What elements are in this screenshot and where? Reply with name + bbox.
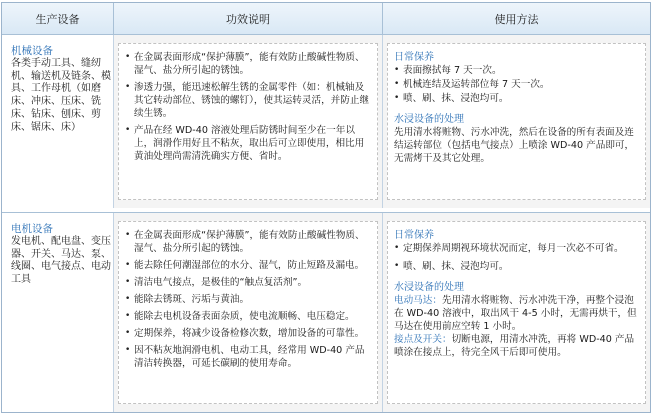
daily-maintenance-title: 日常保养 <box>394 230 434 241</box>
header-effects: 功效说明 <box>114 3 383 34</box>
effect-item: • 能除去电机设备表面杂质，使电流顺畅、电压稳定。 <box>125 310 371 323</box>
effect-item: • 在金属表面形成“保护薄膜”，能有效防止酸碱性物质、湿气、盐分所引起的锈蚀。 <box>125 51 371 77</box>
effects-list <box>125 51 371 163</box>
header-usage: 使用方法 <box>383 3 650 34</box>
switch-label: 接点及开关： <box>394 334 452 345</box>
category-desc: 发电机、配电盘、变压器、开关、马达、泵、线圈、电气接点、电动工具 <box>11 236 111 286</box>
motor-label: 电动马达： <box>394 295 442 306</box>
motor-instruction <box>394 294 639 333</box>
effects-box <box>118 43 378 200</box>
header-equipment: 生产设备 <box>2 3 114 34</box>
daily-maintenance-list <box>394 64 639 105</box>
usage-cell <box>383 213 650 412</box>
daily-item: • 喷、刷、抹、浸泡均可。 <box>394 92 639 105</box>
water-treatment-title: 水浸设备的处理 <box>394 282 464 293</box>
category-cell <box>2 213 114 412</box>
category-title: 机械设备 <box>11 45 53 57</box>
motor-text: 先用清水将赃物、污水冲洗干净，再整个浸泡在 WD-40 溶液中，取出风干 4-5 小时，无需再烘干，但马达在使用前应空转 1 小时。 <box>394 295 637 332</box>
effect-item: • 产品在经 WD-40 溶液处理后防锈时间至少在一年以上，润滑作用好且不粘灰，取出后可立即使用，相比用黄油处理尚需清洗确实方便、省时。 <box>125 124 371 163</box>
effect-item: • 清洁电气接点，是极佳的“触点复活剂”。 <box>125 276 371 289</box>
category-desc: 各类手动工具、缝纫机、输送机及链条、模具、工作母机（如磨床、冲床、压床、铣床、钻床、刨床、剪床、锯床、床） <box>11 58 111 133</box>
effect-item: • 因不粘灰地润滑电机、电动工具，经常用 WD-40 产品清洁转换器，可延长碳刷的使用寿命。 <box>125 344 371 370</box>
usage-box <box>387 43 646 200</box>
daily-item: • 喷、刷、抹、浸泡均可。 <box>394 260 639 273</box>
product-usage-table <box>1 2 651 413</box>
switch-text: 切断电源，用清水冲洗，再将 WD-40 产品喷涂在接点上，待完全风干后即可使用。 <box>394 334 635 358</box>
effect-item: • 能除去锈斑、污垢与黄油。 <box>125 293 371 306</box>
daily-maintenance-title: 日常保养 <box>394 52 434 63</box>
category-cell <box>2 35 114 208</box>
effects-box <box>118 221 378 404</box>
daily-maintenance-list <box>394 242 639 273</box>
effects-cell <box>114 213 383 412</box>
daily-item: • 表面擦拭每 7 天一次。 <box>394 64 639 77</box>
water-treatment-title: 水浸设备的处理 <box>394 114 464 125</box>
usage-cell <box>383 35 650 208</box>
daily-item: • 机械连结及运转部位每 7 天一次。 <box>394 78 639 91</box>
effects-list <box>125 229 371 370</box>
effect-item: • 渗透力强，能迅速松解生锈的金属零件（如：机械轴及其它转动部位、锈蚀的螺钉），使其运转灵活，并防止继续生锈。 <box>125 81 371 120</box>
table-row-mechanical <box>2 34 650 208</box>
daily-item: • 定期保养周期视环境状况而定，每月一次必不可省。 <box>394 242 639 255</box>
usage-box <box>387 221 646 404</box>
water-treatment-text: 先用清水将赃物、污水冲洗，然后在设备的所有表面及连结运转部位（包括电气接点）上喷涂 WD-40 产品即可，无需烤干及其它处理。 <box>394 127 635 164</box>
switch-instruction <box>394 333 639 359</box>
category-title: 电机设备 <box>11 223 53 235</box>
effect-item: • 能去除任何潮湿部位的水分、湿气，防止短路及漏电。 <box>125 259 371 272</box>
effect-item: • 定期保养，将减少设备检修次数，增加设备的可靠性。 <box>125 327 371 340</box>
effect-item: • 在金属表面形成“保护薄膜”，能有效防止酸碱性物质、湿气、盐分所引起的锈蚀。 <box>125 229 371 255</box>
effects-cell <box>114 35 383 208</box>
table-row-electrical <box>2 212 650 412</box>
